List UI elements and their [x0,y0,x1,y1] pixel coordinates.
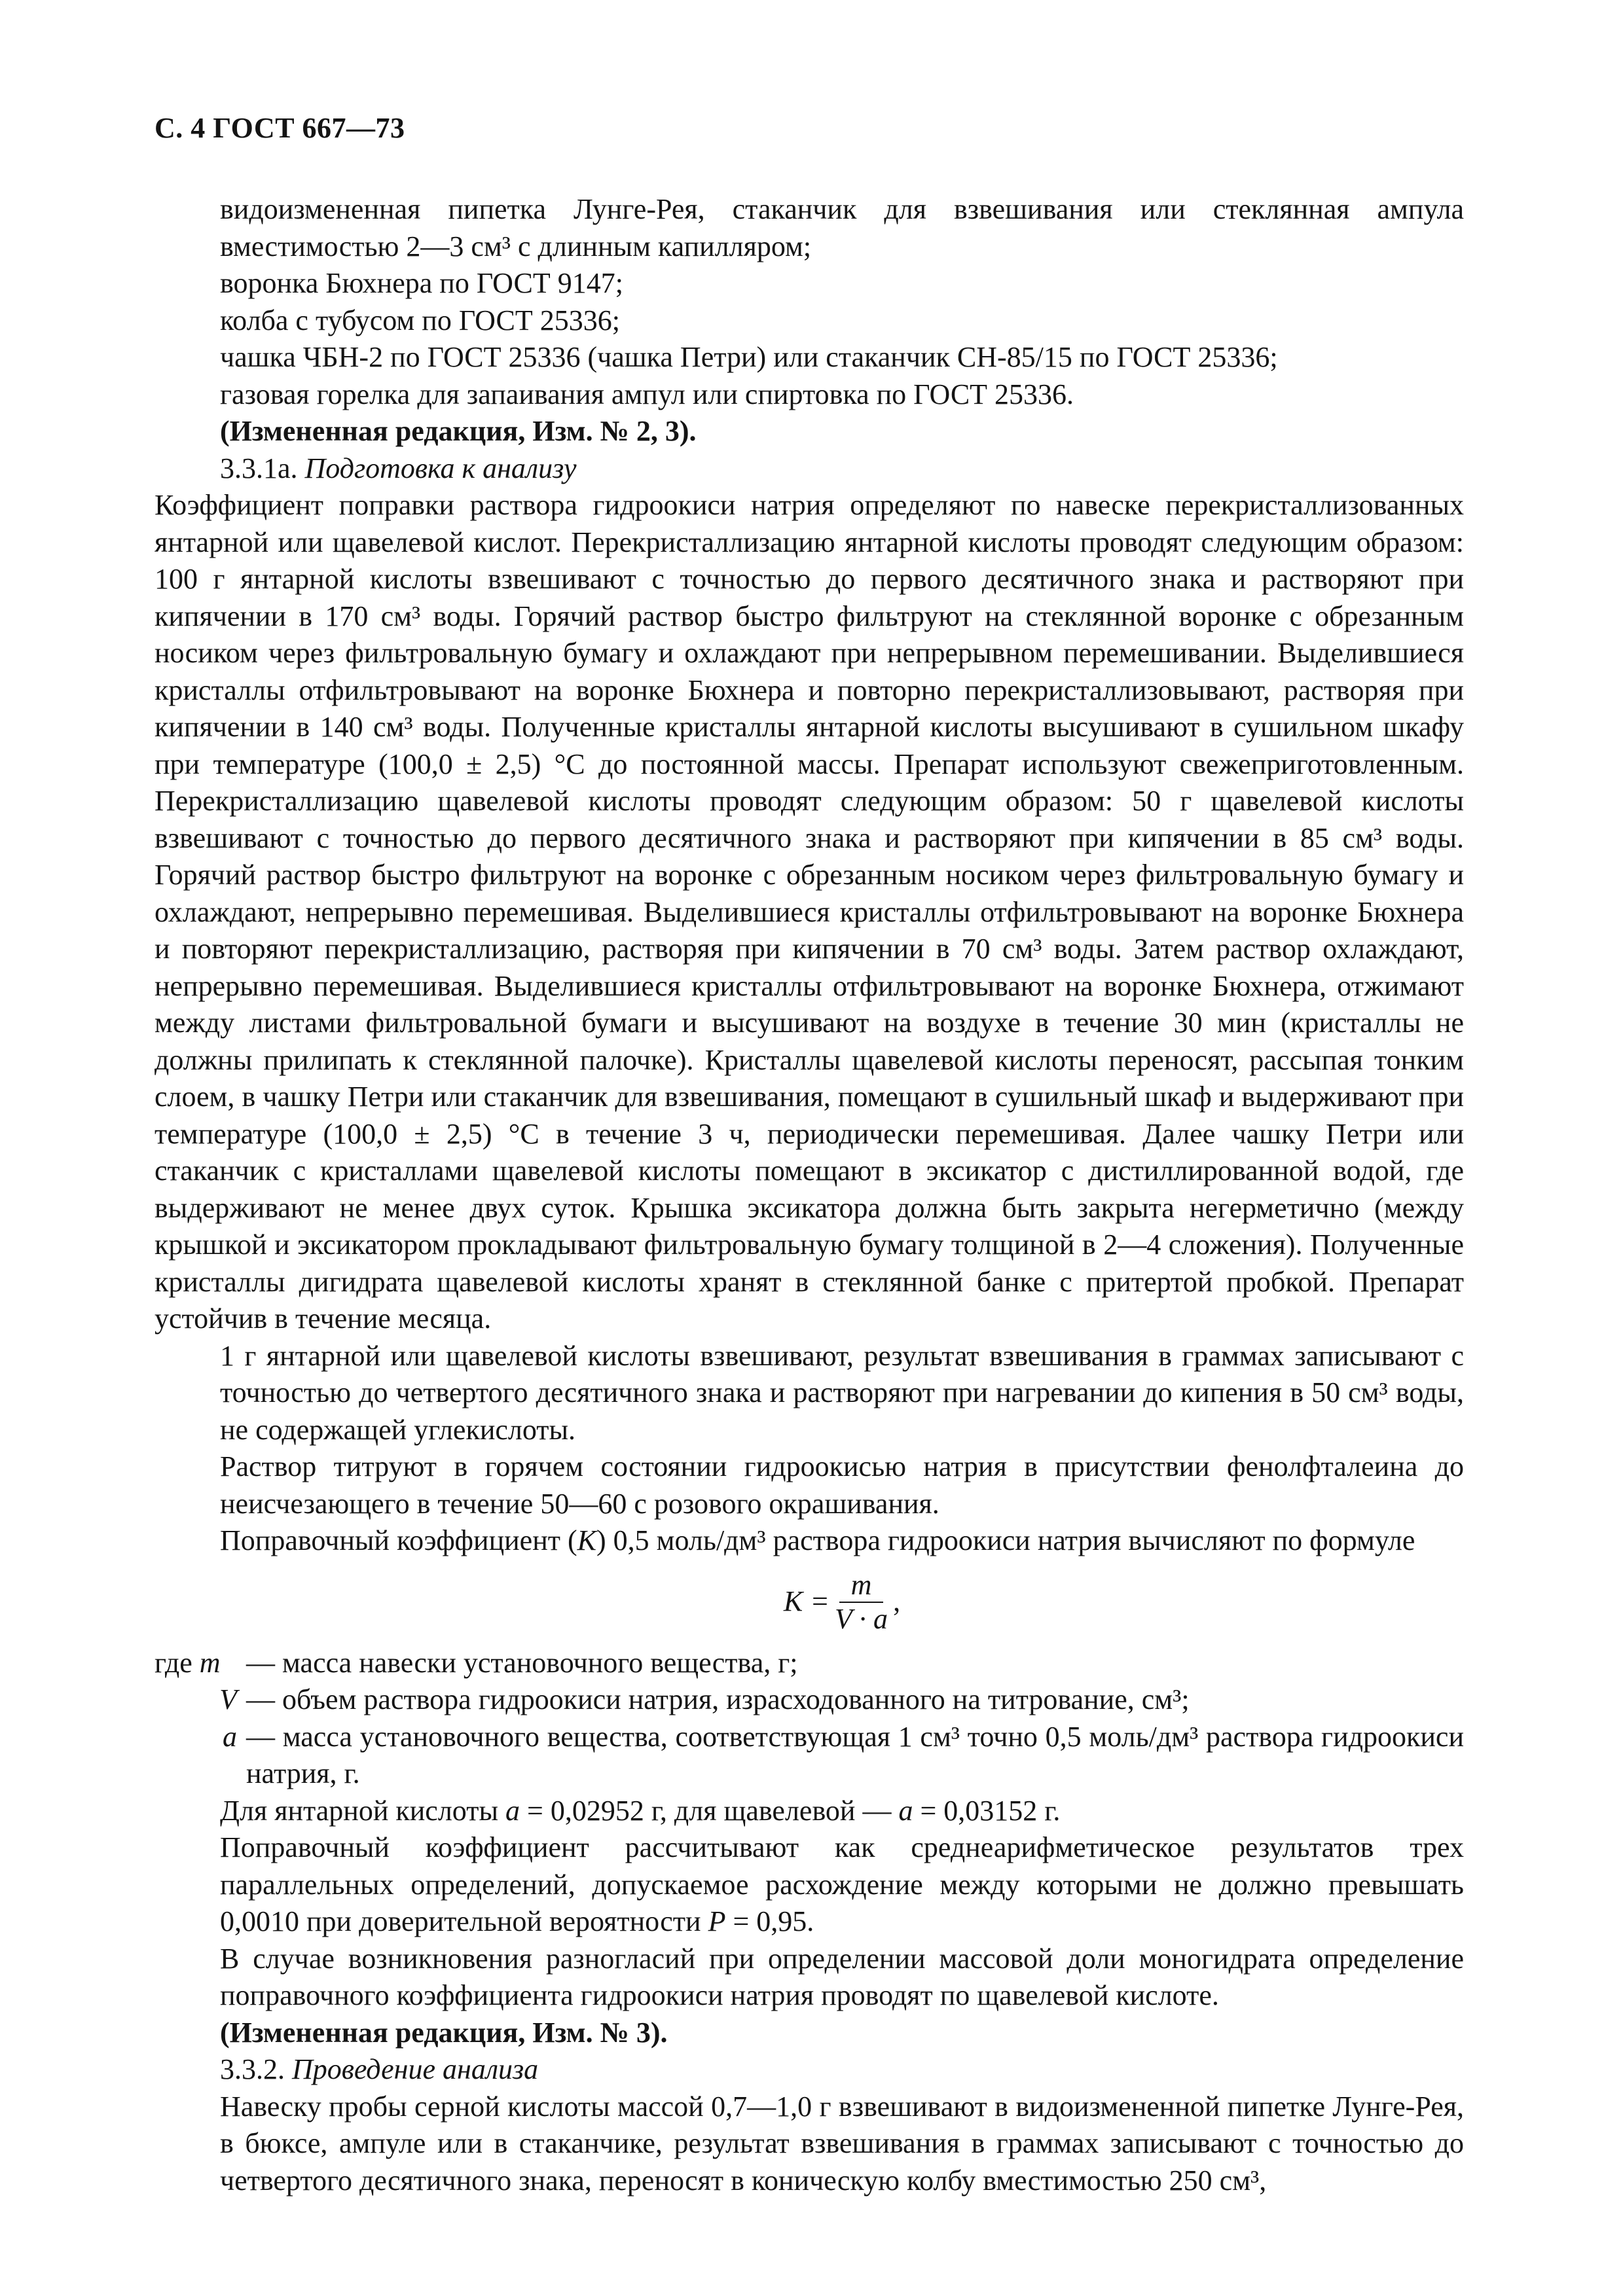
symbol-m: m [199,1646,221,1679]
section-heading-preparation [220,450,1464,488]
symbol-a: a [505,1794,520,1827]
section-title: Проведение анализа [292,2053,539,2085]
paragraph-equipment-pipette [220,191,1464,265]
legend-desc-m: — масса навески установочного вещества, г; [246,1646,798,1679]
symbol-p: P [708,1905,726,1937]
formula-numerator: m [839,1569,884,1603]
list-item-gas-burner: газовая горелка для запаивания ампул или спиртовка по ГОСТ 25336. [220,378,1074,410]
text-run: = 0,02952 г, для щавелевой — [520,1794,899,1827]
legend-desc-v: — объем раствора гидроокиси натрия, израсходованного на титрование, см³; [246,1683,1190,1715]
legend-symbol-v: V [219,1683,237,1715]
paragraph-analysis: Навеску пробы серной кислоты массой 0,7—1,0 г взвешивают в видоизмененной пипетке Лунге-Рея, в бюксе, ампуле или в стаканчике, результат взвешивания в граммах записывают с точностью до четвертого десятичного знака, переносят в коническую колбу вместимостью 250 см³, [220,2090,1464,2197]
text-run: Поправочный коэффициент рассчитывают как среднеарифметическое результатов трех параллельных определений, допускаемое расхождение между которыми не должно превышать 0,0010 при доверительной вероятности [220,1831,1464,1937]
section-number: 3.3.1а. [220,452,298,484]
text-run: видоизмененная пипетка Лунге-Рея, стаканчик для взвешивания или стеклянная ампула вместимостью 2—3 см³ с длинным капилляром; [220,193,1464,262]
legend-lead: где [155,1646,192,1679]
paragraph-preparation: Коэффициент поправки раствора гидроокиси натрия определяют по навеске перекристаллизованных янтарной или щавелевой кислот. Перекристаллизацию янтарной кислоты проводят следующим образом: 100 г янтарной кислоты взвешивают с точностью до первого десятичного знака и растворяют при кипячении в 170 см³ воды. Горячий раствор быстро фильтруют на стеклянной воронке с обрезанным носиком через фильтровальную бумагу и охлаждают при непрерывном перемешивании. Выделившиеся кристаллы отфильтровывают на воронке Бюхнера и повторно перекристаллизовывают, растворяя при кипячении в 140 см³ воды. Полученные кристаллы янтарной кислоты высушивают в сушильном шкафу при температуре (100,0 ± 2,5) °С до постоянной массы. Препарат используют свежеприготовленным. Перекристаллизацию щавелевой кислоты проводят следующим образом: 50 г щавелевой кислоты взвешивают с точностью до первого десятичного знака и растворяют при кипячении в 85 см³ воды. Горячий раствор быстро фильтруют на воронке с обрезанным носиком через фильтровальную бумагу и охлаждают, непрерывно перемешивая. Выделившиеся кристаллы отфильтровывают на воронке Бюхнера и повторяют перекристаллизацию, растворяя при кипячении в 70 см³ воды. Затем раствор охлаждают, непрерывно перемешивая. Выделившиеся кристаллы отфильтровывают на воронке Бюхнера, отжимают между листами фильтровальной бумаги и высушивают на воздухе в течение 30 мин (кристаллы не должны прилипать к стеклянной палочке). Кристаллы щавелевой кислоты переносят, рассыпая тонким слоем, в чашку Петри или стаканчик для взвешивания, помещают в сушильный шкаф и выдерживают при температуре (100,0 ± 2,5) °С в течение 3 ч, периодически перемешивая. Далее чашку Петри или стаканчик с кристаллами щавелевой кислоты помещают в эксикатор с дистиллированной водой, где выдерживают не менее двух суток. Крышка эксикатора должна быть закрыта негерметично (между крышкой и эксикатором прокладывают фильтровальную бумагу толщиной в 2—4 сложения). Полученные кристаллы дигидрата щавелевой кислоты хранят в стеклянной банке с притертой пробкой. Препарат устойчив в течение месяца. [155,489,1464,1335]
paragraph-weighing: 1 г янтарной или щавелевой кислоты взвешивают, результат взвешивания в граммах записывают с точностью до четвертого десятичного знака и растворяют при нагревании до кипения в 50 см³ воды, не содержащей углекислоты. [220,1339,1464,1446]
paragraph-disagreement: В случае возникновения разногласий при определении массовой доли моногидрата определение поправочного коэффициента гидроокиси натрия проводят по щавелевой кислоте. [220,1942,1464,2011]
section-number: 3.3.2. [220,2053,285,2085]
legend-desc-a: — масса установочного вещества, соответствующая 1 см³ точно 0,5 моль/дм³ раствора гидроокиси натрия, г. [246,1720,1464,1789]
formula-tail: , [893,1585,901,1618]
formula-coefficient [220,1560,1464,1645]
paragraph-reference-values [220,1793,1464,1830]
paragraph-titration: Раствор титруют в горячем состоянии гидроокисью натрия в присутствии фенолфталеина до неисчезающего в течение 50—60 с розового окрашивания. [220,1450,1464,1520]
section-title: Подготовка к анализу [304,452,577,484]
page-header: С. 4 ГОСТ 667—73 [155,112,405,144]
text-run: Для янтарной кислоты [220,1794,506,1827]
legend-symbol-m [155,1645,246,1682]
amendment-note: (Измененная редакция, Изм. № 2, 3). [220,415,697,447]
text-run: = 0,03152 г. [913,1794,1061,1827]
formula-denominator: V · a [834,1602,888,1635]
section-heading-analysis [220,2051,1464,2089]
formula-fraction [835,1569,888,1636]
paragraph-coefficient-intro [220,1522,1464,1560]
amendment-note-2: (Измененная редакция, Изм. № 3). [220,2016,668,2049]
text-run: Поправочный коэффициент ( [220,1524,577,1556]
list-item-petri-dish: чашка ЧБН-2 по ГОСТ 25336 (чашка Петри) или стаканчик СН-85/15 по ГОСТ 25336; [220,341,1278,373]
paragraph-average [220,1829,1464,1941]
text-run: ) 0,5 моль/дм³ раствора гидроокиси натрия вычисляют по формуле [596,1524,1415,1556]
symbol-k: K [577,1524,596,1556]
list-item-buchner-funnel: воронка Бюхнера по ГОСТ 9147; [220,267,623,299]
legend-symbol-a: a [223,1720,237,1753]
symbol-a: a [898,1794,913,1827]
formula-lhs: K = [783,1585,830,1618]
text-run: = 0,95. [725,1905,814,1937]
document-body [155,191,1464,2199]
formula-legend [155,1645,1464,1793]
list-item-flask: колба с тубусом по ГОСТ 25336; [220,304,620,336]
